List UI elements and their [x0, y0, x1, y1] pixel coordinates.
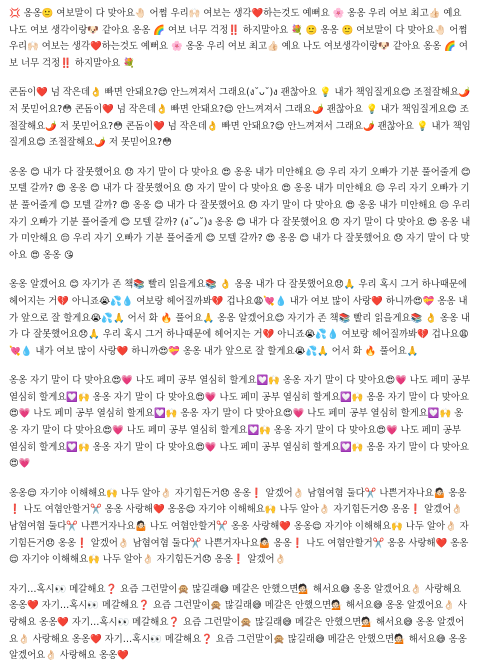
message-text: 콘돔이❤️ 넘 작은데👌 빠면 안돼요?😌 안느껴져서 그래요(ง˘ᴗ˘)ง 괜찮아요 💡 내가 책임질게요😊 조절잘해요🌶️ 저 못믿어요?😳 콘돔이❤️ 넘 작은데👌 빠면 안돼요?😌 안느껴져서 그래요🌶️ 괜찮아요 💡 내가 책임질게요😊 조절잘해요🌶️ 저 못믿어요?😳 콘돔이❤️ 넘 작은데👌 빠면 안돼요?😌 안느껴져서 그래요🌶️ 괜찮아요 💡 내가 책임질게요😊 조절잘해요🌶️ 저 못믿어요?😳	[9, 87, 471, 149]
message-text: 옹옹 자기 말이 다 맞아요😍💗 나도 페미 공부 열심히 할게요💟🙌 옹옹 자기 말이 다 맞아요😍💗 나도 페미 공부 열심히 할게요💟🙌 옹옹 자기 말이 다 맞아요😍💗 나도 페미 공부 열심히 할게요💟🙌 옹옹 자기 말이 다 맞아요😍💗 나도 페미 공부 열심히 할게요💟🙌 옹옹 자기 말이 다 맞아요😍💗 나도 페미 공부 열심히 할게요💟🙌 옹옹 자기 말이 다 맞아요😍💗 나도 페미 공부 열심히 할게요💟🙌 옹옹 자기 말이 다 맞아요😍💗 나도 페미 공부 열심히 할게요💟🙌 옹옹 자기 말이 다 맞아요😍💗 나도 페미 공부 열심히 할게요💟🙌 옹옹 자기 말이 다 맞아요😍💗	[9, 375, 471, 470]
message-text: 💢 옹옹🙂 여보말이 다 맞아요🤚🏻 어쩜 우리🙌🏻 여보는 생각❤️하는것도 예뻐요 🌸 옹옹 우리 여보 최고👍🏻 예요 나도 여보 생각이랑🐶 같아요 옹옹 🌈 여보 너무 걱정‼️ 하지말아요 💐 🙂 옹옹 🙂 여보말이 다 맞아요🤚🏻 어쩜 우리🙌🏻 여보는 생각❤️하는것도 예뻐요 🌸 옹옹 우리 여보 최고👍🏻 예요 나도 여보생각이랑🐶 같아요 옹옹 🌈 여보 너무 걱정‼️ 하지말아요 💐	[9, 8, 468, 69]
message-text: 옹옹 😊 내가 다 잘못했어요 😞 자기 말이 다 맞아요 😍 옹옹 내가 미안해요 😔 우리 자기 오빠가 기분 풀어줄게 😊 모텔 갈까? 😍 옹옹 😊 내가 다 잘못했어요 😞 자기 말이 다 맞아요 😍 옹옹 내가 미안해요 😔 우리 자기 오빠가 기분 풀어줄게 😊 모텔 갈까? 😍 옹옹 😊 내가 다 잘못했어요 😞 자기 말이 다 맞아요 😍 옹옹 내가 미안해요 😔 우리 자기 오빠가 기분 풀어줄게 😊 모텔 갈까? (ง˘ᴗ˘)ง 옹옹 😊 내가 다 잘못했어요 😞 자기 말이 다 맞아요 😍 옹옹 내가 미안해요 😔 우리 자기 오빠가 기분 풀어줄게 😊 모텔 갈까? 😍 옹옹 😊 내가 다 잘못했어요 😞 자기 말이 다 맞아요 😍 옹옹 😘	[9, 166, 471, 261]
message-text: 자기…혹시👀 메갈해요❓ 요즘 그런말이🙊 많길래😅 메갈은 안했으면💁🏻 해서요😅 옹옹 알겠어요👌🏻 사랑해요 옹옹❤️ 자기…혹시👀 메갈해요❓ 요즘 그런말이🙊 많길래😅 메갈은 안했으면💁🏻 해서요😅 옹옹 알겠어요👌🏻 사랑해요 옹옹❤️ 자기…혹시👀 메갈해요❓ 요즘 그런말이🙊 많길래😅 메갈은 안했으면💁🏻 해서요😅 옹옹 알겠어요👌🏻 사랑해요 옹옹❤️ 자기…혹시👀 메갈해요❓ 요즘 그런말이🙊 많길래😅 메갈은 안했으면💁🏻 해서요😅 옹옹 알겠어요👌🏻 사랑해요 옹옹❤️	[9, 583, 467, 662]
message-text: 옹옹 알겠어요 😊 자기가 존 책📚 빨리 읽을게요📚 👌 옹옹 내가 다 잘못했어요😞🙏 우리 혹시 그거 하나때문에 헤어지는 거💔 아니죠😭💦💧 여보랑 헤어질까봐💔 겁나요😩💘💧 내가 여보 많이 사랑❤️ 하니까😍💝 옹옹 내가 앞으로 잘 할게요😭💦🙏 어서 화 🔥 풀어요🙏 옹옹 알겠어요😊 자기가 존 책📚 빨리 읽을게요📚 👌 옹옹 내가 다 잘못했어요😞🙏 우리 혹시 그거 하나때문에 헤어지는 거💔 아니죠😭💦💧 여보랑 헤어질까봐💔 겁나요😩💘💧 내가 여보 많이 사랑❤️ 하니까😍💝 옹옹 내가 앞으로 잘 할게요😭💦🙏 어서 화 🔥 풀어요🙏	[9, 279, 471, 357]
message-text: 옹옹😌 자기야 이해해요🙌 나두 알아👌🏻 자기힘든거😞 옹옹❗ 알겠어👌🏻 남혐여혐 둘다✂️ 나쁜거자나요🤷🏻 옹옹❗ 나도 여혐안할거✂️ 옹옹 사랑해❤️ 옹옹😌 자기야 이해해요🙌 나두 알아👌🏻 자기힘든거😞 옹옹❗ 알겠어👌🏻 남혐여혐 둘다✂️ 나쁜거자나요🤷🏻 나도 여혐안할거✂️ 옹옹 사랑해❤️ 옹옹😌 자기야 이해해요🙌 나두 알아👌🏻 자기힘든거😞 옹옹❗ 알겠어👌🏻 남혐여혐 둘다✂️ 나쁜거자나요🤷🏻 옹옹❗ 나도 여혐안할거✂️ 옹옹 사랑해❤️ 옹옹😌 자기야 이해해요🙌 나두 알아👌🏻 자기힘든거😞 옹옹❗ 알겠어👌🏻	[9, 487, 469, 566]
